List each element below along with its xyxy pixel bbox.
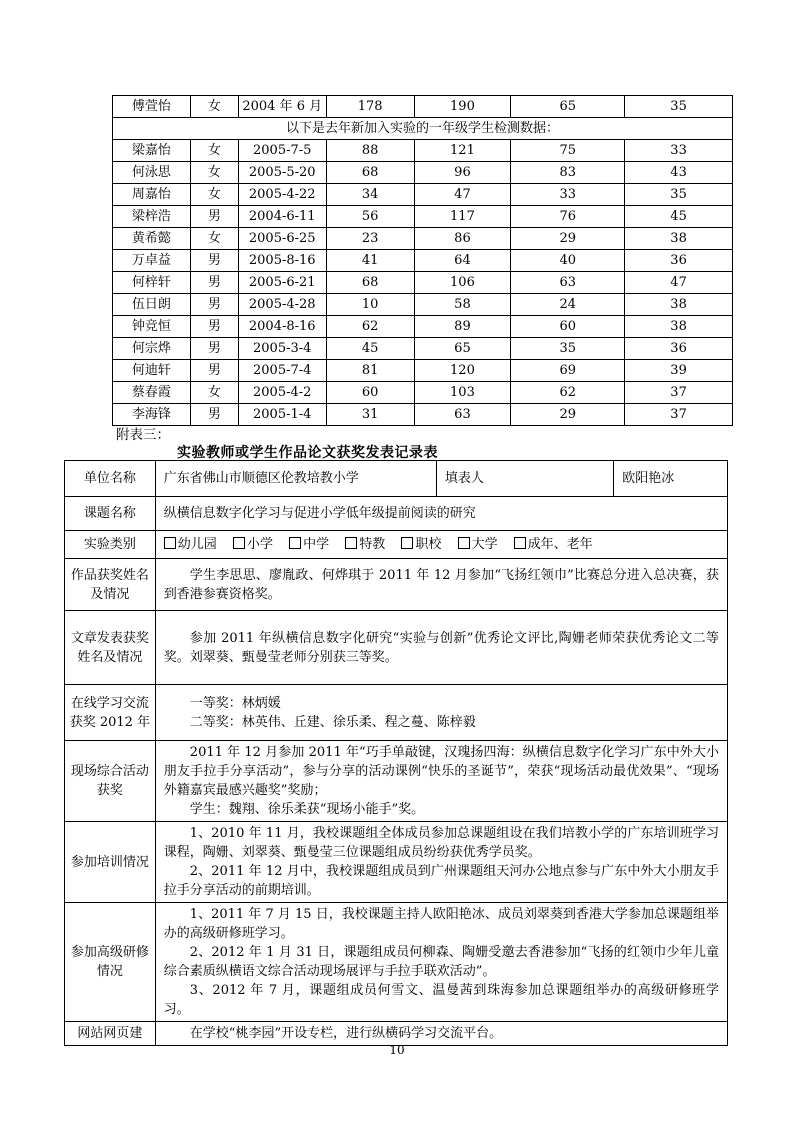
table-cell: 62 — [511, 382, 625, 404]
online-line: 二等奖：林英伟、丘建、徐乐柔、程之蔓、陈梓毅 — [189, 714, 476, 730]
table-cell: 56 — [326, 206, 414, 228]
online-row — [65, 685, 728, 741]
table-cell: 41 — [326, 250, 414, 272]
student-data-table — [112, 95, 733, 426]
works-label: 作品获奖姓名及情况 — [65, 559, 156, 611]
table-row — [113, 272, 733, 294]
onsite-label: 现场综合活动获奖 — [65, 741, 156, 822]
advanced-row — [65, 903, 728, 1022]
table-cell: 35 — [625, 184, 733, 206]
table-cell: 2005-4-2 — [238, 382, 326, 404]
table-cell: 女 — [190, 162, 238, 184]
table-cell: 李海锋 — [113, 404, 191, 426]
table-cell: 103 — [414, 382, 511, 404]
table-cell: 38 — [625, 316, 733, 338]
table-cell: 64 — [414, 250, 511, 272]
category-checkbox[interactable]: 幼儿园 — [164, 535, 217, 554]
table-cell: 178 — [326, 96, 414, 118]
category-checkbox[interactable]: 小学 — [233, 535, 273, 554]
advanced-line: 2、2012 年 1 月 31 日，课题组成员何柳森、陶姗受邀去香港参加“飞扬的红领巾少年儿童综合素质纵横语文综合活动现场展评与手拉手联欢活动”。 — [163, 945, 719, 979]
table-cell: 106 — [414, 272, 511, 294]
table-cell: 2005-1-4 — [238, 404, 326, 426]
category-options — [155, 531, 727, 559]
table-cell: 190 — [414, 96, 511, 118]
table-row — [113, 338, 733, 360]
online-label: 在线学习交流获奖 2012 年 — [65, 685, 156, 741]
table-cell: 2005-4-28 — [238, 294, 326, 316]
table-cell: 伍日朗 — [113, 294, 191, 316]
table-cell: 男 — [190, 272, 238, 294]
table-cell: 女 — [190, 184, 238, 206]
table-cell: 29 — [511, 228, 625, 250]
table-cell: 96 — [414, 162, 511, 184]
table-cell: 69 — [511, 360, 625, 382]
table-cell: 梁梓浩 — [113, 206, 191, 228]
table-cell: 65 — [511, 96, 625, 118]
table-cell: 83 — [511, 162, 625, 184]
table-cell: 2005-4-22 — [238, 184, 326, 206]
table-cell: 35 — [625, 96, 733, 118]
table-cell: 31 — [326, 404, 414, 426]
table-row — [113, 140, 733, 162]
table-cell: 女 — [190, 96, 238, 118]
table-cell: 75 — [511, 140, 625, 162]
table-cell: 傅萱怡 — [113, 96, 191, 118]
article-text: 参加 2011 年纵横信息数字化研究“实验与创新”优秀论文评比,陶姗老师荣获优秀论文二等奖。刘翠葵、甄曼莹老师分别获三等奖。 — [163, 630, 719, 665]
table-cell: 男 — [190, 404, 238, 426]
table-cell: 男 — [190, 206, 238, 228]
table-cell: 24 — [511, 294, 625, 316]
online-line: 一等奖：林炳媛 — [189, 695, 281, 711]
topic-label: 课题名称 — [65, 497, 156, 531]
works-text: 学生李思思、廖胤政、何烨琪于 2011 年 12 月参加“飞扬红领巾”比赛总分进入总决赛，获到香港参赛资格奖。 — [163, 567, 719, 602]
category-checkbox[interactable]: 大学 — [458, 535, 498, 554]
table-cell: 117 — [414, 206, 511, 228]
table-cell: 60 — [511, 316, 625, 338]
table-cell: 2004 年 6 月 — [238, 96, 326, 118]
table-cell: 33 — [625, 140, 733, 162]
table-cell: 2004-6-11 — [238, 206, 326, 228]
table-cell: 81 — [326, 360, 414, 382]
table-cell: 女 — [190, 140, 238, 162]
table-cell: 40 — [511, 250, 625, 272]
website-text: 在学校“桃李园”开设专栏，进行纵横码学习交流平台。 — [189, 1026, 503, 1041]
table-cell: 47 — [625, 272, 733, 294]
table-cell: 121 — [414, 140, 511, 162]
training-line: 2、2011 年 12 月中，我校课题组成员到广州课题组天河办公地点参与广东中外大小朋友手拉手分享活动的前期培训。 — [163, 864, 719, 898]
category-checkbox[interactable]: 成年、老年 — [514, 535, 593, 554]
table-row — [113, 404, 733, 426]
table-cell: 何梓轩 — [113, 272, 191, 294]
table-cell: 38 — [625, 294, 733, 316]
table-cell: 男 — [190, 338, 238, 360]
website-label: 网站网页建 — [65, 1022, 156, 1046]
table-cell: 何迪轩 — [113, 360, 191, 382]
advanced-line: 1、2011 年 7 月 15 日，我校课题主持人欧阳艳冰、成员刘翠葵到香港大学参加总课题组举办的高级研修班学习。 — [163, 907, 719, 941]
table-cell: 周嘉怡 — [113, 184, 191, 206]
onsite-text-2: 学生：魏翔、徐乐柔获“现场小能手”奖。 — [189, 802, 425, 817]
table-cell: 男 — [190, 250, 238, 272]
table-cell: 2005-7-5 — [238, 140, 326, 162]
table-cell: 何泳思 — [113, 162, 191, 184]
website-row — [65, 1022, 728, 1046]
table-row — [113, 162, 733, 184]
table-cell: 蔡春霞 — [113, 382, 191, 404]
table-row — [113, 360, 733, 382]
table-cell: 33 — [511, 184, 625, 206]
table-cell: 何宗烨 — [113, 338, 191, 360]
table-row — [113, 228, 733, 250]
table-cell: 男 — [190, 294, 238, 316]
table-cell: 23 — [326, 228, 414, 250]
works-row — [65, 559, 728, 611]
unit-row — [65, 461, 728, 497]
training-label: 参加培训情况 — [65, 822, 156, 903]
table-cell: 89 — [414, 316, 511, 338]
table-cell: 10 — [326, 294, 414, 316]
table-row — [113, 184, 733, 206]
table-cell: 36 — [625, 338, 733, 360]
section-note-row — [113, 118, 733, 140]
section-note: 以下是去年新加入实验的一年级学生检测数据： — [113, 118, 733, 140]
table-cell: 39 — [625, 360, 733, 382]
table-cell: 45 — [326, 338, 414, 360]
table-cell: 88 — [326, 140, 414, 162]
table-cell: 2005-8-16 — [238, 250, 326, 272]
onsite-row — [65, 741, 728, 822]
table-cell: 38 — [625, 228, 733, 250]
appendix-label: 附表三： — [116, 427, 170, 443]
table-cell: 76 — [511, 206, 625, 228]
table-cell: 86 — [414, 228, 511, 250]
table-cell: 男 — [190, 316, 238, 338]
table-cell: 120 — [414, 360, 511, 382]
table-cell: 2005-7-4 — [238, 360, 326, 382]
table-cell: 63 — [414, 404, 511, 426]
category-checkbox[interactable]: 职校 — [401, 535, 441, 554]
table-cell: 36 — [625, 250, 733, 272]
table-cell: 47 — [414, 184, 511, 206]
unit-label: 单位名称 — [65, 461, 156, 497]
table-cell: 45 — [625, 206, 733, 228]
table-cell: 65 — [414, 338, 511, 360]
table-cell: 女 — [190, 228, 238, 250]
table-cell: 万卓益 — [113, 250, 191, 272]
page-number: 10 — [389, 1043, 405, 1057]
onsite-text: 2011 年 12 月参加 2011 年“巧手单敲键，汉瑰扬四海：纵横信息数字化学习广东中外大小朋友手拉手分享活动”，参与分享的活动课例“快乐的圣诞节”，荣获“现场活动最优效果”、“现场外籍嘉宾最感兴趣奖”奖励； — [163, 745, 719, 798]
table-cell: 2005-3-4 — [238, 338, 326, 360]
article-label: 文章发表获奖姓名及情况 — [65, 611, 156, 685]
table-cell: 29 — [511, 404, 625, 426]
table-cell: 60 — [326, 382, 414, 404]
table-row — [113, 294, 733, 316]
category-label: 实验类别 — [65, 531, 156, 559]
table-row — [113, 250, 733, 272]
category-row — [65, 531, 728, 559]
training-line: 1、2010 年 11 月，我校课题组全体成员参加总课题组设在我们培教小学的广东培训班学习课程，陶姗、刘翠葵、甄曼莹三位课题组成员纷纷获优秀学员奖。 — [163, 826, 719, 860]
table-cell: 68 — [326, 162, 414, 184]
table-cell: 63 — [511, 272, 625, 294]
advanced-label: 参加高级研修情况 — [65, 903, 156, 1022]
table-cell: 2004-8-16 — [238, 316, 326, 338]
filler-value: 欧阳艳冰 — [614, 461, 728, 497]
topic-row — [65, 497, 728, 531]
category-checkbox[interactable]: 中学 — [289, 535, 329, 554]
category-checkbox[interactable]: 特教 — [345, 535, 385, 554]
table-cell: 37 — [625, 404, 733, 426]
table-cell: 男 — [190, 360, 238, 382]
unit-value: 广东省佛山市顺德区伦教培教小学 — [155, 461, 436, 497]
table-cell: 62 — [326, 316, 414, 338]
table-cell: 37 — [625, 382, 733, 404]
award-record-table — [64, 460, 728, 1046]
table-cell: 女 — [190, 382, 238, 404]
table-row — [113, 206, 733, 228]
table-cell: 2005-5-20 — [238, 162, 326, 184]
table-row — [113, 96, 733, 118]
topic-value: 纵横信息数字化学习与促进小学低年级提前阅读的研究 — [155, 497, 727, 531]
table-title: 实验教师或学生作品论文获奖发表记录表 — [177, 445, 438, 461]
filler-label: 填表人 — [436, 461, 613, 497]
table-cell: 黄希懿 — [113, 228, 191, 250]
table-cell: 2005-6-21 — [238, 272, 326, 294]
table-cell: 68 — [326, 272, 414, 294]
table-cell: 58 — [414, 294, 511, 316]
table-cell: 34 — [326, 184, 414, 206]
table-row — [113, 316, 733, 338]
advanced-line: 3、2012 年 7 月，课题组成员何雪文、温曼茜到珠海参加总课题组举办的高级研修班学习。 — [163, 983, 719, 1017]
table-cell: 43 — [625, 162, 733, 184]
article-row — [65, 611, 728, 685]
table-cell: 35 — [511, 338, 625, 360]
training-row — [65, 822, 728, 903]
table-cell: 梁嘉怡 — [113, 140, 191, 162]
table-row — [113, 382, 733, 404]
table-cell: 钟竞恒 — [113, 316, 191, 338]
table-cell: 2005-6-25 — [238, 228, 326, 250]
